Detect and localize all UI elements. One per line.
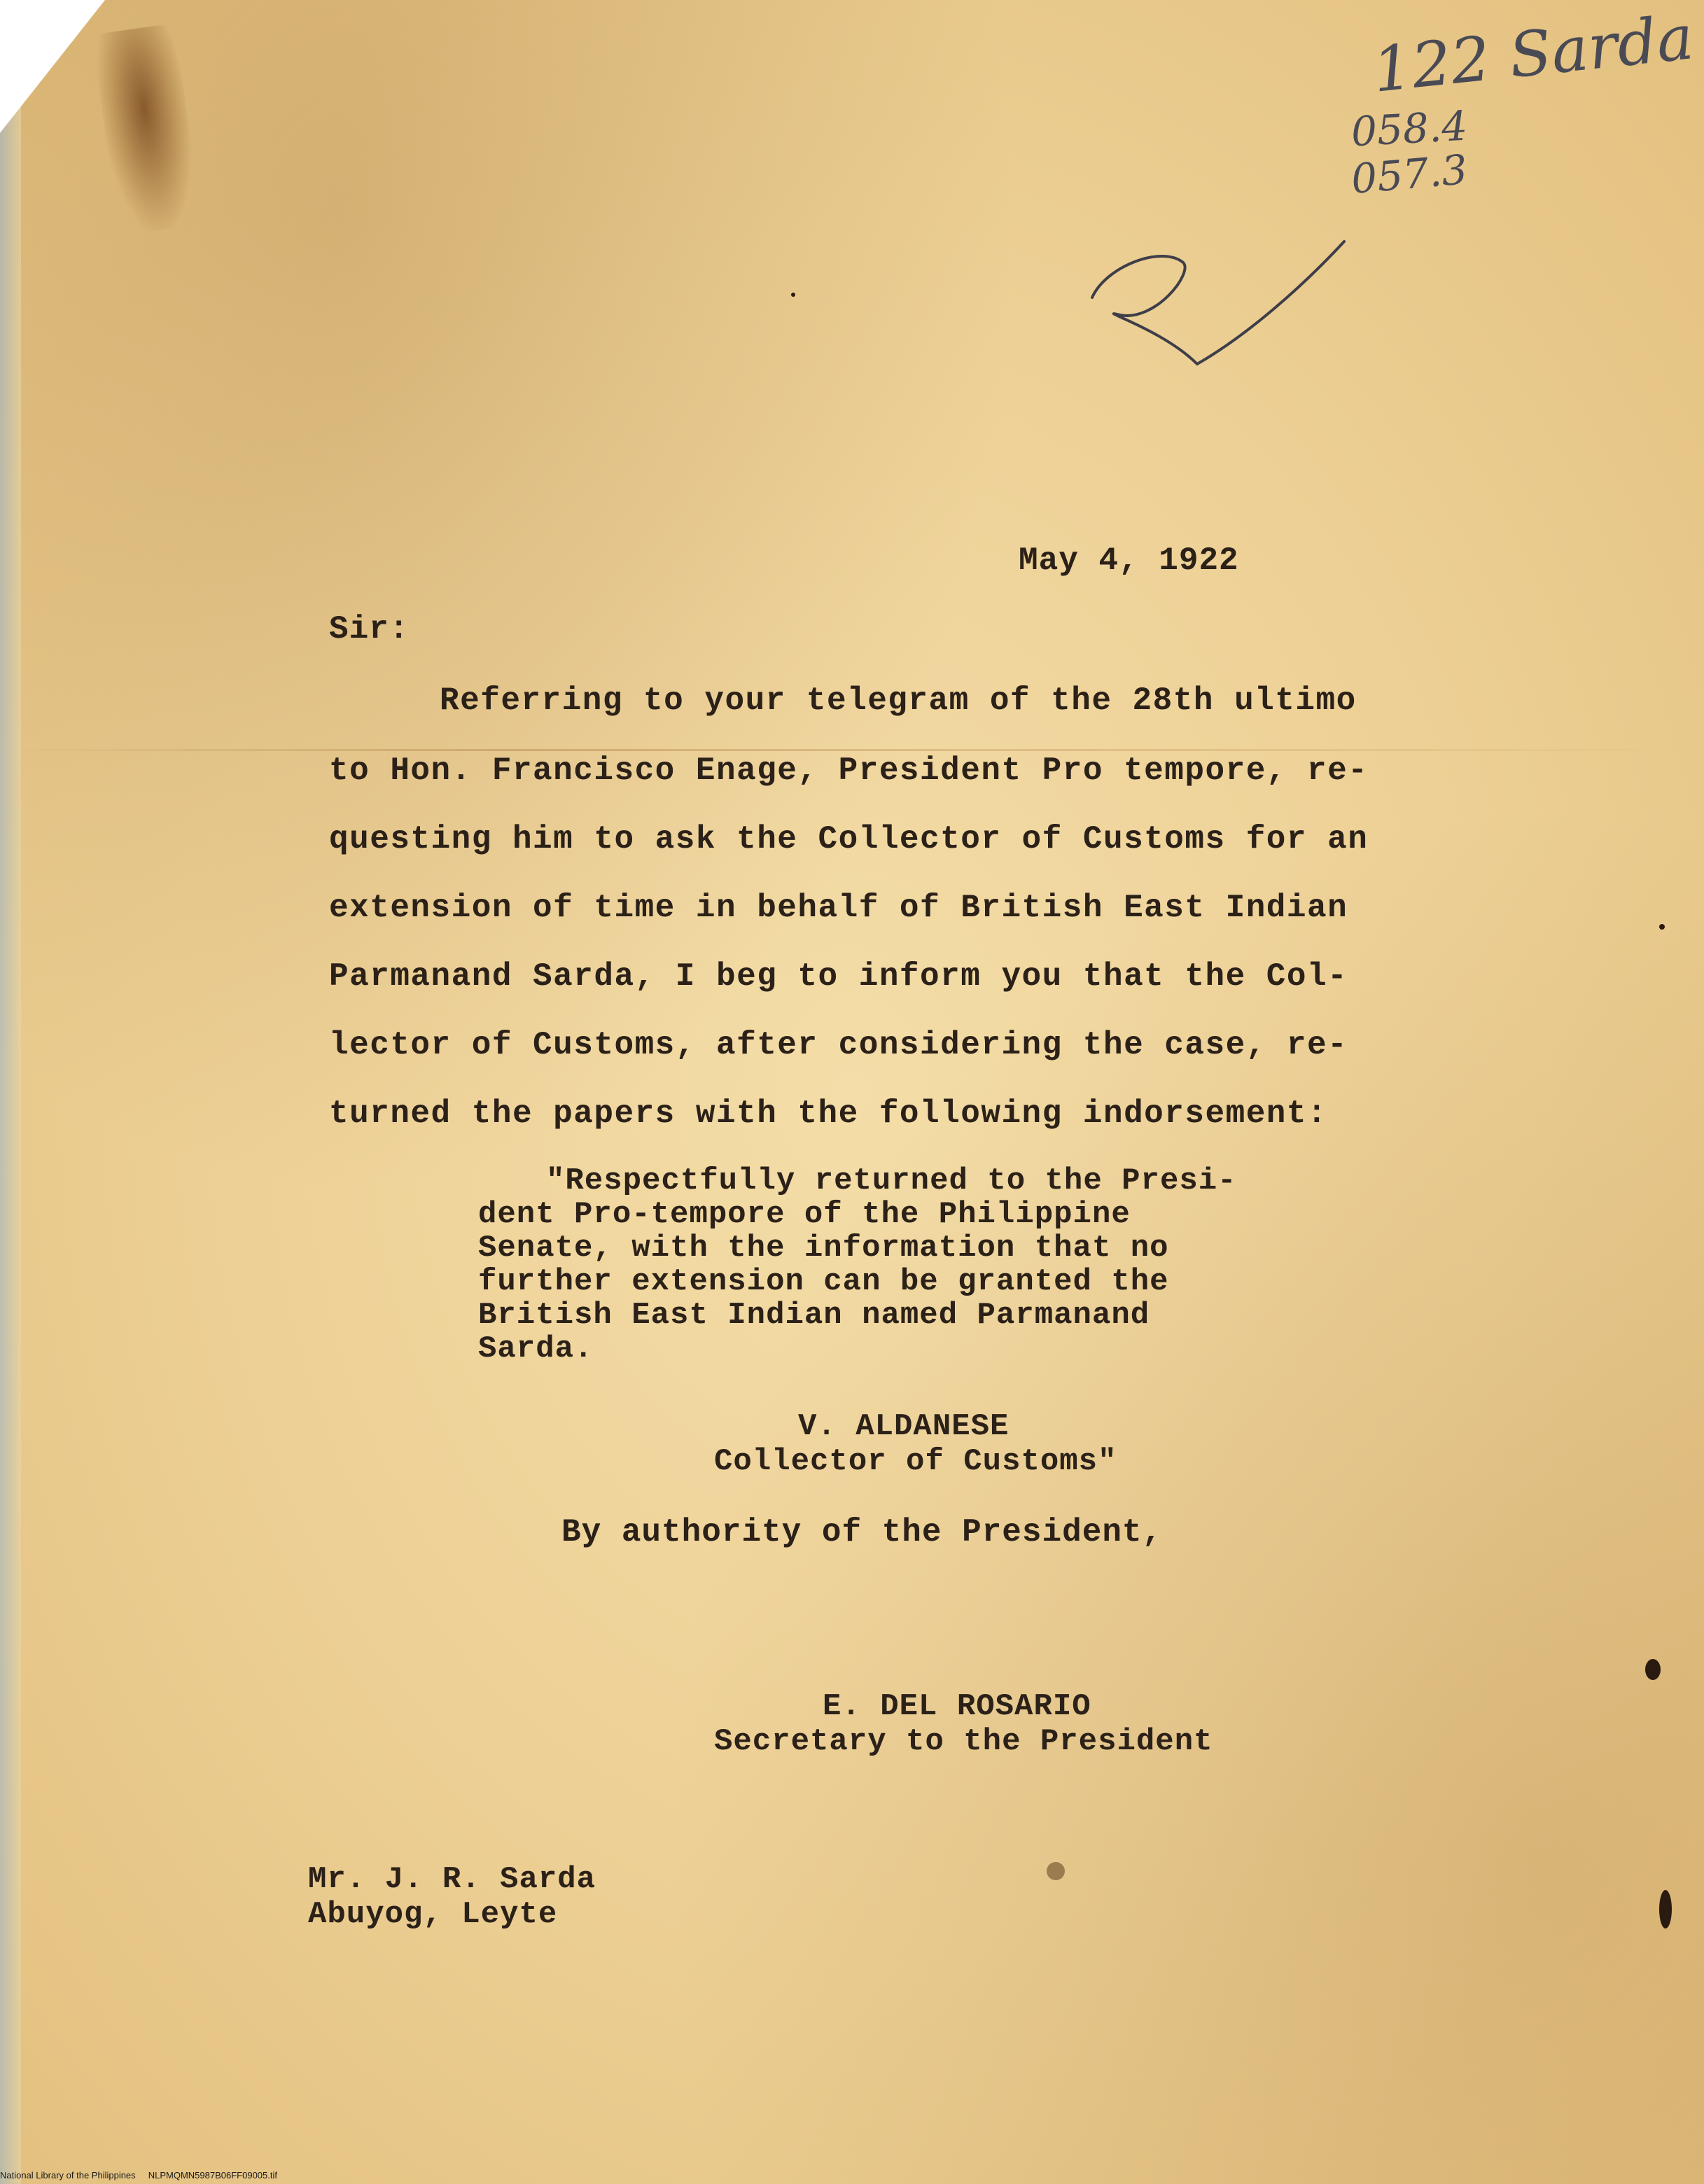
stain-mark (91, 23, 202, 236)
handwritten-code: 057.3 (1349, 145, 1469, 204)
handwritten-file-reference: 122 Sarda (1369, 1, 1697, 106)
body-line: lector of Customs, after considering the case, re- (329, 1027, 1348, 1063)
quote-signatory-name: V. ALDANESE (798, 1409, 1010, 1444)
body-line: to Hon. Francisco Enage, President Pro tempore, re- (329, 752, 1369, 789)
ink-spot (1659, 1890, 1672, 1928)
body-line: questing him to ask the Collector of Customs for an (329, 821, 1369, 858)
ink-spot (1645, 1659, 1661, 1680)
quote-signatory-title: Collector of Customs" (714, 1444, 1117, 1479)
signatory-name: E. DEL ROSARIO (823, 1689, 1091, 1724)
ink-spot (791, 293, 795, 297)
quoted-indorsement-line: Senate, with the information that no (478, 1231, 1169, 1266)
authority-line: By authority of the President, (561, 1514, 1163, 1550)
body-line: Referring to your telegram of the 28th ultimo (440, 682, 1357, 719)
quoted-indorsement-line: dent Pro-tempore of the Philippine (478, 1197, 1131, 1232)
salutation: Sir: (329, 611, 410, 648)
addressee-name: Mr. J. R. Sarda (308, 1862, 596, 1897)
ink-spot (1047, 1862, 1065, 1880)
page-edge-shadow (0, 0, 21, 2184)
quoted-indorsement-line: Sarda. (478, 1331, 594, 1366)
addressee-location: Abuyog, Leyte (308, 1897, 558, 1932)
body-line: Parmanand Sarda, I beg to inform you that the Col- (329, 958, 1348, 995)
quoted-indorsement-line: further extension can be granted the (478, 1264, 1169, 1299)
body-line: turned the papers with the following indorsement: (329, 1096, 1328, 1132)
paper-crease (0, 749, 1704, 751)
archive-credit: National Library of the Philippines NLPMQMN5987B06FF09005.tif (0, 2170, 277, 2180)
handwritten-code: 058.4 (1350, 102, 1469, 156)
letter-date: May 4, 1922 (1019, 542, 1239, 579)
check-mark-icon (1078, 224, 1358, 378)
ink-spot (1659, 924, 1665, 930)
folded-corner (0, 0, 105, 133)
body-line: extension of time in behalf of British East Indian (329, 890, 1348, 926)
signatory-title: Secretary to the President (714, 1724, 1213, 1759)
quoted-indorsement-line: British East Indian named Parmanand (478, 1298, 1150, 1333)
quoted-indorsement-line: "Respectfully returned to the Presi- (546, 1163, 1237, 1198)
